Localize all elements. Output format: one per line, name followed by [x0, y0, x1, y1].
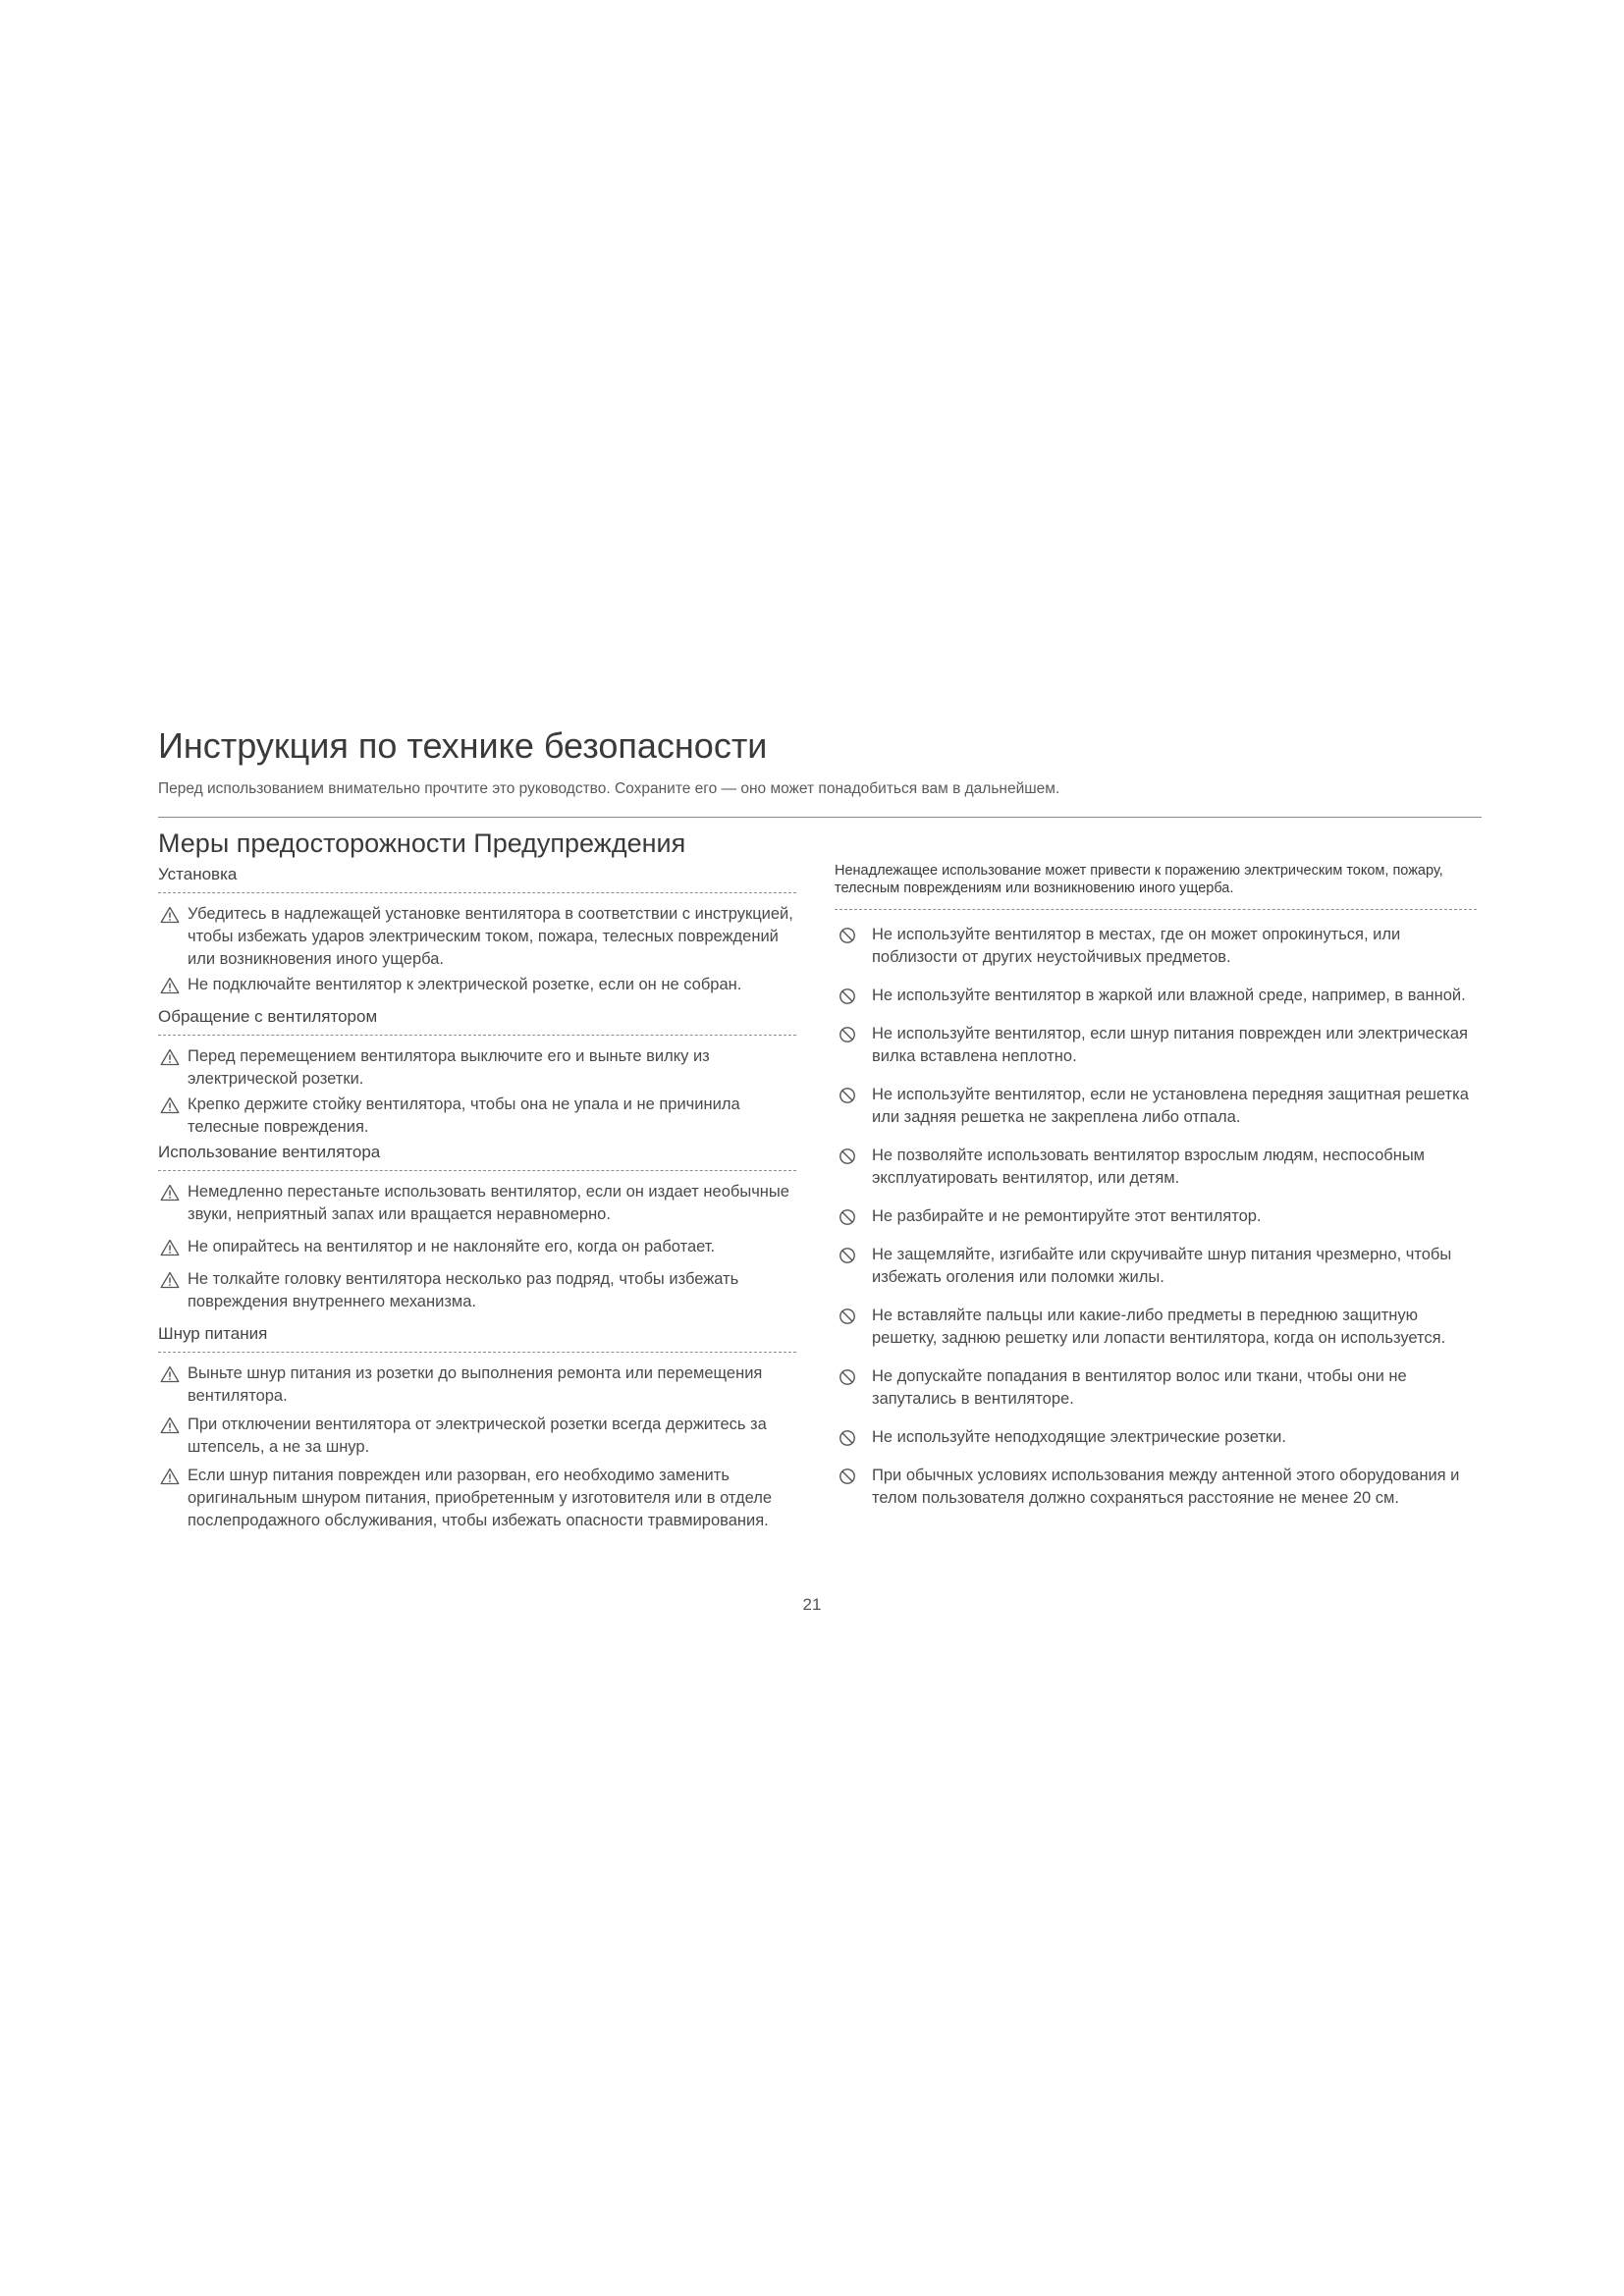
prohibition-text: Не позволяйте использовать вентилятор взрослым людям, неспособным эксплуатировать вентилятор, или детям. — [872, 1147, 1426, 1187]
document-header — [158, 724, 1482, 799]
prohibited-icon — [835, 1305, 860, 1327]
warning-item — [158, 1236, 796, 1258]
prohibited-icon — [835, 1084, 860, 1106]
prohibition-text: Не используйте вентилятор в местах, где он может опрокинуться, или поблизости от других неустойчивых предметов. — [872, 926, 1401, 966]
warning-text: Крепко держите стойку вентилятора, чтобы она не упала и не причинила телесные повреждения. — [188, 1095, 740, 1136]
prohibition-item — [835, 1205, 1477, 1228]
warning-text: Не опирайтесь на вентилятор и не наклоняйте его, когда он работает. — [188, 1238, 716, 1255]
section-title-installation: Установка — [158, 865, 238, 883]
warning-text: Убедитесь в надлежащей установке вентилятора в соответствии с инструкцией, чтобы избежать ударов электрическим током, пожара, телесных повреждений или возникновения иного ущерба. — [188, 905, 793, 968]
warning-triangle-icon — [158, 1236, 182, 1258]
prohibited-icon — [835, 1244, 860, 1266]
prohibited-icon — [835, 924, 860, 946]
dashed-divider — [158, 1035, 796, 1036]
warning-text: Выньте шнур питания из розетки до выполнения ремонта или перемещения вентилятора. — [188, 1364, 763, 1405]
warning-triangle-icon — [158, 1465, 182, 1487]
warning-text: При отключении вентилятора от электрической розетки всегда держитесь за штепсель, а не за шнур. — [188, 1415, 767, 1456]
warnings-column — [158, 827, 796, 1535]
warning-item — [158, 1362, 796, 1408]
prohibited-icon — [835, 1023, 860, 1045]
warning-item — [158, 1045, 796, 1091]
warning-triangle-icon — [158, 903, 182, 926]
section-title-power-cord: Шнур питания — [158, 1324, 268, 1343]
warning-text: Не подключайте вентилятор к электрической розетке, если он не собран. — [188, 976, 742, 993]
prohibition-item — [835, 1244, 1477, 1289]
prohibition-text: Не используйте вентилятор в жаркой или влажной среде, например, в ванной. — [872, 987, 1466, 1004]
warning-triangle-icon — [158, 1181, 182, 1203]
prohibition-item — [835, 985, 1477, 1007]
prohibition-item — [835, 1426, 1477, 1449]
warning-item — [158, 1414, 796, 1459]
section-title-usage: Использование вентилятора — [158, 1143, 381, 1161]
warnings-heading: Меры предосторожности Предупреждения — [158, 828, 686, 858]
prohibition-item — [835, 1145, 1477, 1190]
warning-item — [158, 1268, 796, 1313]
warning-text: Немедленно перестаньте использовать вентилятор, если он издает необычные звуки, неприятный запах или вращается неравномерно. — [188, 1183, 789, 1223]
prohibition-text: При обычных условиях использования между антенной этого оборудования и телом пользователя должно сохраняться расстояние не менее 20 см. — [872, 1467, 1460, 1507]
prohibition-item — [835, 924, 1477, 969]
warning-item — [158, 903, 796, 971]
prohibited-icon — [835, 1145, 860, 1167]
warning-triangle-icon — [158, 1094, 182, 1116]
warning-item — [158, 1094, 796, 1139]
dashed-divider — [835, 909, 1477, 910]
prohibition-text: Не допускайте попадания в вентилятор волос или ткани, чтобы они не запутались в вентиляторе. — [872, 1367, 1407, 1408]
warning-triangle-icon — [158, 1268, 182, 1291]
prohibited-icon — [835, 985, 860, 1007]
prohibited-icon — [835, 1465, 860, 1487]
warning-item — [158, 1465, 796, 1532]
header-divider — [158, 817, 1482, 818]
prohibitions-lead: Ненадлежащее использование может привести к поражению электрическим током, пожару, телесным повреждениям или возникновению иного ущерба. — [835, 863, 1443, 896]
warning-text: Не толкайте головку вентилятора несколько раз подряд, чтобы избежать повреждения внутреннего механизма. — [188, 1270, 739, 1310]
page-title: Инструкция по технике безопасности — [158, 725, 768, 766]
warning-triangle-icon — [158, 974, 182, 996]
prohibition-item — [835, 1305, 1477, 1350]
prohibited-icon — [835, 1426, 860, 1449]
prohibitions-column — [835, 862, 1477, 1525]
page-number: 21 — [802, 1595, 822, 1614]
prohibition-text: Не защемляйте, изгибайте или скручивайте шнур питания чрезмерно, чтобы избежать оголения или поломки жилы. — [872, 1246, 1452, 1286]
warning-triangle-icon — [158, 1045, 182, 1068]
warning-triangle-icon — [158, 1414, 182, 1436]
prohibition-item — [835, 1465, 1477, 1510]
prohibition-text: Не используйте неподходящие электрические розетки. — [872, 1428, 1286, 1446]
warning-triangle-icon — [158, 1362, 182, 1385]
prohibition-item — [835, 1023, 1477, 1068]
dashed-divider — [158, 1352, 796, 1353]
prohibition-text: Не используйте вентилятор, если шнур питания поврежден или электрическая вилка вставлена неплотно. — [872, 1025, 1468, 1065]
warning-item — [158, 1181, 796, 1226]
dashed-divider — [158, 892, 796, 893]
prohibition-text: Не разбирайте и не ремонтируйте этот вентилятор. — [872, 1207, 1262, 1225]
prohibition-item — [835, 1084, 1477, 1129]
warning-text: Перед перемещением вентилятора выключите его и выньте вилку из электрической розетки. — [188, 1047, 710, 1088]
prohibited-icon — [835, 1205, 860, 1228]
prohibited-icon — [835, 1365, 860, 1388]
warning-text: Если шнур питания поврежден или разорван, его необходимо заменить оригинальным шнуром питания, приобретенным у изготовителя или в отделе послепродажного обслуживания, чтобы избежать опасности травмирования. — [188, 1467, 773, 1529]
prohibition-text: Не вставляйте пальцы или какие-либо предметы в переднюю защитную решетку, заднюю решетку или лопасти вентилятора, когда он используется. — [872, 1307, 1446, 1347]
section-title-handling: Обращение с вентилятором — [158, 1007, 378, 1026]
warning-item — [158, 974, 796, 996]
prohibition-item — [835, 1365, 1477, 1411]
prohibition-text: Не используйте вентилятор, если не установлена передняя защитная решетка или задняя решетка не закреплена либо отпала. — [872, 1086, 1469, 1126]
page-subtitle: Перед использованием внимательно прочтите это руководство. Сохраните его — оно может понадобиться вам в дальнейшем. — [158, 780, 1060, 797]
dashed-divider — [158, 1170, 796, 1171]
